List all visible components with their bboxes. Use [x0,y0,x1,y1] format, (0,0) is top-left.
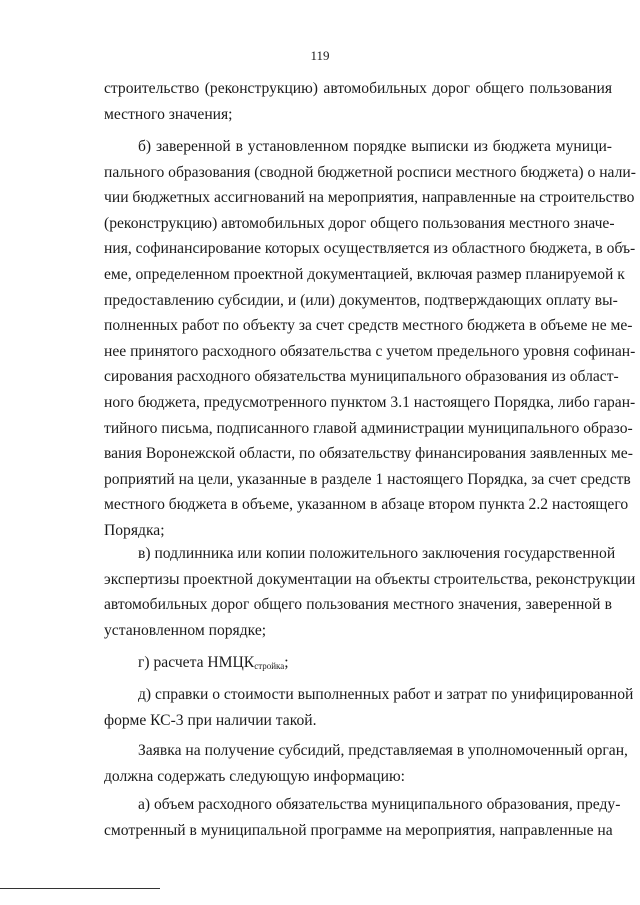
text-line: б) заверенной в установленном порядке выписки из бюджета муници- [138,138,612,155]
text-line: д) справки о стоимости выполненных работ и затрат по унифицированной [138,686,634,703]
text-line: в) подлинника или копии положительного заключения государственной [138,545,616,562]
text-line: а) объем расходного обязательства муниципального образования, преду- [138,796,621,813]
text-line: ния, софинансирование которых осуществляется из областного бюджета, в объ- [104,240,636,258]
nmck-label: г) расчета НМЦК [138,654,255,671]
text-line: местного значения; [104,105,233,123]
page-number: 119 [310,48,330,63]
text-line: еме, определенном проектной документацией, включая размер планируемой к [104,265,625,283]
paragraph-a-obligation [104,792,621,843]
nmck-terminator: ; [284,654,289,671]
text-line: предоставлению субсидии, и (или) документов, подтверждающих оплату вы- [104,291,618,309]
text-line: автомобильных дорог общего пользования местного значения, заверенной в [104,596,612,614]
text-line: роприятий на цели, указанные в разделе 1 настоящего Порядка, за счет средств [104,470,631,488]
text-line: ного бюджета, предусмотренного пунктом 3.1 настоящего Порядка, либо гаран- [104,393,636,411]
text-line: форме КС-3 при наличии такой. [104,711,317,729]
text-line: местного бюджета в объеме, указанном в абзаце втором пункта 2.2 настоящего [104,496,629,514]
text-line: Заявка на получение субсидий, представляемая в уполномоченный орган, [138,742,628,759]
text-line: Порядка; [104,521,165,539]
text-line: чии бюджетных ассигнований на мероприятия, направленные на строительство [104,189,635,207]
text-line: экспертизы проектной документации на объекты строительства, реконструкции [104,570,636,588]
text-line: (реконструкцию) автомобильных дорог общего пользования местного значе- [104,214,615,232]
paragraph-g-nmck [104,650,612,680]
paragraph-b-budget-extract [104,134,636,544]
paragraph-d-ks3 [104,682,634,733]
text-line: установленном порядке; [104,621,267,639]
text-line: тийного письма, подписанного главой администрации муниципального образо- [104,419,633,437]
text-line: строительство (реконструкцию) автомобильных дорог общего пользования [104,80,612,97]
paragraph-application-info [104,738,628,789]
text-line: нее принятого расходного обязательства с учетом предельного уровня софинан- [104,342,636,360]
nmck-subscript: стройка [254,661,285,671]
text-line: пального образования (сводной бюджетной росписи местного бюджета) о нали- [104,163,636,181]
text-line: сирования расходного обязательства муниципального образования из област- [104,368,619,386]
paragraph-v-expertise [104,541,636,643]
text-line [104,650,612,680]
text-line: вания Воронежской области, по обязательству финансирования заявленных ме- [104,445,633,463]
footnote-separator [0,888,160,889]
paragraph-roads-continuation [104,76,612,127]
text-line: должна содержать следующую информацию: [104,767,405,785]
text-line: полненных работ по объекту за счет средств местного бюджета в объеме не ме- [104,317,633,335]
text-line: смотренный в муниципальной программе на мероприятия, направленные на [104,821,613,839]
